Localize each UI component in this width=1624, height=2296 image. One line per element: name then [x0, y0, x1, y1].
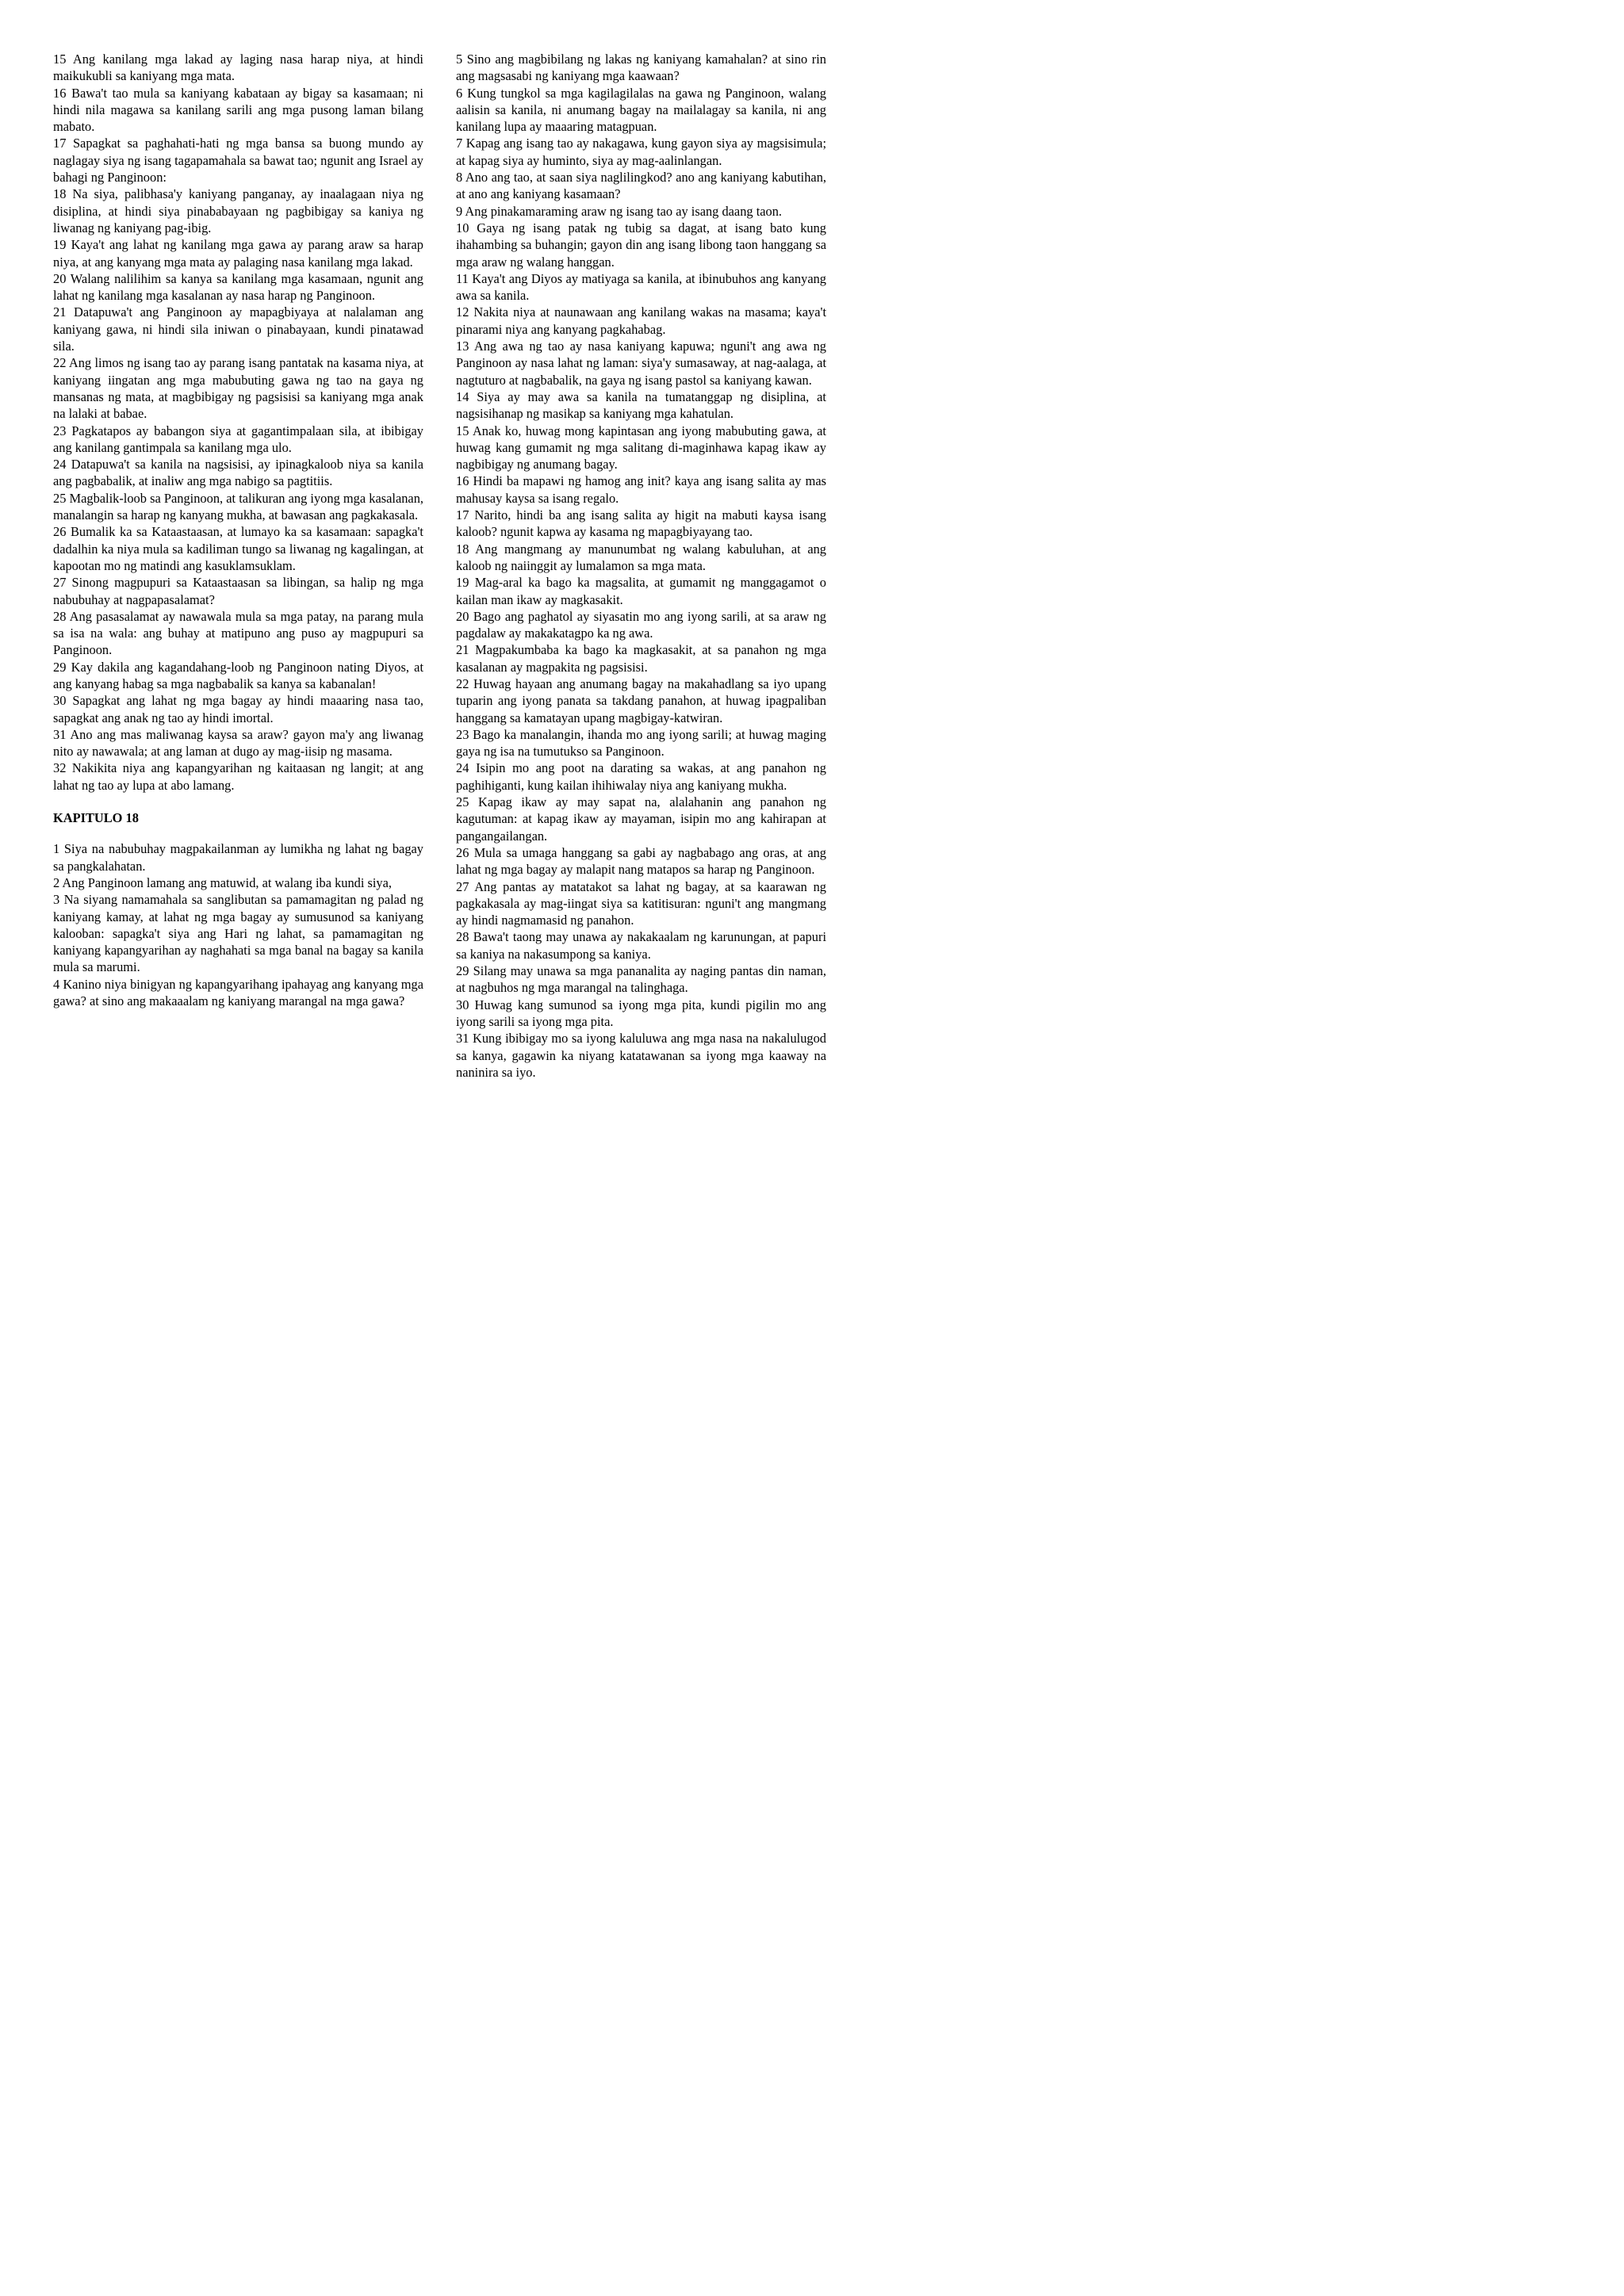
verse: 32 Nakikita niya ang kapangyarihan ng kaitaasan ng langit; at ang lahat ng tao ay lupa at abo lamang. [53, 760, 423, 793]
verse: 29 Kay dakila ang kagandahang-loob ng Panginoon nating Diyos, at ang kanyang habag sa mga nagbabalik sa kanya sa kabanalan! [53, 659, 423, 691]
verse: 6 Kung tungkol sa mga kagilagilalas na gawa ng Panginoon, walang aalisin sa kanila, ni anumang bagay na mailalagay sa kanila, ni ang kanilang lupa ay maaaring matagpuan. [456, 85, 826, 135]
verse: 28 Ang pasasalamat ay nawawala mula sa mga patay, na parang mula sa isa na wala: ang buhay at matipuno ang puso ay magpupuri sa Panginoon. [53, 608, 423, 658]
verse: 27 Ang pantas ay matatakot sa lahat ng bagay, at sa kaarawan ng pagkakasala ay mag-iingat siya sa katitisuran: nguni't ang mangmang ay hindi nagmamasid ng panahon. [456, 878, 826, 928]
verse: 31 Kung ibibigay mo sa iyong kaluluwa ang mga nasa na nakalulugod sa kanya, gagawin ka niyang katatawanan sa iyong mga kaaway na naninira sa iyo. [456, 1031, 826, 1080]
verse: 2 Ang Panginoon lamang ang matuwid, at walang iba kundi siya, [53, 874, 392, 890]
verse: 3 Na siyang namamahala sa sanglibutan sa pamamagitan ng palad ng kaniyang kamay, at lahat ng mga bagay ay sumusunod sa kaniyang kalooban: sapagka't siya ang Hari ng lahat, sa pamamagitan ng kaniyang kapangyarihan ay naghahati sa mga banal na bagay sa kanila mula sa marumi. [53, 892, 423, 975]
verse: 11 Kaya't ang Diyos ay matiyaga sa kanila, at ibinubuhos ang kanyang awa sa kanila. [456, 270, 826, 304]
verse: 29 Silang may unawa sa mga pananalita ay naging pantas din naman, at nagbuhos ng mga marangal na talinghaga. [456, 963, 826, 996]
document-page [0, 0, 872, 1234]
verse: 17 Narito, hindi ba ang isang salita ay higit na mabuti kaysa isang kaloob? ngunit kapwa ay kasama ng mapagbiyayang tao. [456, 507, 826, 540]
verse: 22 Ang limos ng isang tao ay parang isang pantatak na kasama niya, at kaniyang iingatan ang mga mabubuting gawa ng tao na gaya ng mansanas ng mata, at magbibigay ng pagsisisi sa kaniyang mga anak na lalaki at babae. [53, 355, 423, 422]
verse: 19 Kaya't ang lahat ng kanilang mga gawa ay parang araw sa harap niya, at ang kanyang mga mata ay palaging nasa kanilang mga lakad. [53, 237, 423, 270]
verse: 26 Mula sa umaga hanggang sa gabi ay nagbabago ang oras, at ang lahat ng mga bagay ay malapit nang matapos sa harap ng Panginoon. [456, 844, 826, 878]
verse: 31 Ano ang mas maliwanag kaysa sa araw? gayon ma'y ang liwanag nito ay nawawala; at ang laman at dugo ay mag-iisip ng masama. [53, 726, 423, 760]
verse: 14 Siya ay may awa sa kanila na tumatanggap ng disiplina, at nagsisihanap ng masikap sa kaniyang mga kahatulan. [456, 388, 826, 422]
verse: 20 Bago ang paghatol ay siyasatin mo ang iyong sarili, at sa araw ng pagdalaw ay makakatagpo ka ng awa. [456, 608, 826, 641]
verse: 12 Nakita niya at naunawaan ang kanilang wakas na masama; kaya't pinarami niya ang kanyang pagkahabag. [456, 304, 826, 337]
verse: 21 Datapuwa't ang Panginoon ay mapagbiyaya at nalalaman ang kaniyang gawa, ni hindi sila iniwan o pinabayaan, kundi pinatawad sila. [53, 304, 423, 354]
verse: 23 Pagkatapos ay babangon siya at gagantimpalaan sila, at ibibigay ang kanilang gantimpala sa kanilang mga ulo. [53, 423, 423, 455]
left-column [53, 51, 423, 1009]
verse: 7 Kapag ang isang tao ay nakagawa, kung gayon siya ay magsisimula; at kapag siya ay huminto, siya ay mag-aalinlangan. [456, 136, 826, 168]
verse: 17 Sapagkat sa paghahati-hati ng mga bansa sa buong mundo ay naglagay siya ng isang tagapamahala sa bawat tao; ngunit ang Israel ay bahagi ng Panginoon: [53, 136, 423, 186]
verse: 9 Ang pinakamaraming araw ng isang tao ay isang daang taon. [456, 203, 783, 219]
verse: 22 Huwag hayaan ang anumang bagay na makahadlang sa iyo upang tuparin ang iyong panata sa takdang panahon, at huwag ipagpaliban hanggang sa kamatayan upang magbigay-katwiran. [456, 675, 826, 725]
verse: 13 Ang awa ng tao ay nasa kaniyang kapuwa; nguni't ang awa ng Panginoon ay nasa lahat ng laman: siya'y sumasaway, at nag-aalaga, at nagtuturo at nagbabalik, na gaya ng isang pastol sa kaniyang kawan. [456, 339, 826, 388]
verse: 16 Bawa't tao mula sa kaniyang kabataan ay bigay sa kasamaan; ni hindi nila magawa sa kanilang sarili ang mga pusong laman bilang mabato. [53, 85, 423, 135]
verse: 19 Mag-aral ka bago ka magsalita, at gumamit ng manggagamot o kailan man ikaw ay magkasakit. [456, 575, 826, 607]
verse: 27 Sinong magpupuri sa Kataastaasan sa libingan, sa halip ng mga nabubuhay at nagpapasalamat? [53, 575, 423, 607]
verse: 24 Isipin mo ang poot na darating sa wakas, at ang panahon ng paghihiganti, kung kailan ihihiwalay niya ang kaniyang mukha. [456, 760, 826, 793]
verse: 8 Ano ang tao, at saan siya naglilingkod? ano ang kaniyang kabutihan, at ano ang kaniyang kasamaan? [456, 170, 826, 202]
verse: 23 Bago ka manalangin, ihanda mo ang iyong sarili; at huwag maging gaya ng isa na tumutukso sa Panginoon. [456, 726, 826, 760]
verse: 28 Bawa't taong may unawa ay nakakaalam ng karunungan, at papuri sa kaniya na nakasumpong sa kaniya. [456, 929, 826, 962]
verse: 25 Kapag ikaw ay may sapat na, alalahanin ang panahon ng kagutuman: at kapag ikaw ay mayaman, isipin mo ang kahirapan at pangangailangan. [456, 794, 826, 844]
verse: 24 Datapuwa't sa kanila na nagsisisi, ay ipinagkaloob niya sa kanila ang pagbabalik, at inaliw ang mga nabigo sa pagtitiis. [53, 457, 423, 489]
verse: 16 Hindi ba mapawi ng hamog ang init? kaya ang isang salita ay mas mahusay kaysa sa isang regalo. [456, 473, 826, 506]
verse: 25 Magbalik-loob sa Panginoon, at talikuran ang iyong mga kasalanan, manalangin sa harap ng kanyang mukha, at bawasan ang pagkakasala. [53, 490, 423, 523]
verse: 18 Ang mangmang ay manunumbat ng walang kabuluhan, at ang kaloob ng naiinggit ay lumalamon sa mga mata. [456, 541, 826, 573]
verse: 21 Magpakumbaba ka bago ka magkasakit, at sa panahon ng mga kasalanan ay magpakita ng pagsisisi. [456, 642, 826, 675]
verse: 15 Ang kanilang mga lakad ay laging nasa harap niya, at hindi maikukubli sa kaniyang mga mata. [53, 52, 423, 84]
verse: 10 Gaya ng isang patak ng tubig sa dagat, at isang bato kung ihahambing sa buhangin; gayon din ang isang libong taon hanggang sa mga araw ng walang hanggan. [456, 220, 826, 270]
verse: 20 Walang nalilihim sa kanya sa kanilang mga kasamaan, ngunit ang lahat ng kanilang mga kasalanan ay nasa harap ng Panginoon. [53, 270, 423, 304]
verse: 30 Sapagkat ang lahat ng mga bagay ay hindi maaaring nasa tao, sapagkat ang anak ng tao ay hindi imortal. [53, 693, 423, 725]
verse: 26 Bumalik ka sa Kataastaasan, at lumayo ka sa kasamaan: sapagka't dadalhin ka niya mula sa kadiliman tungo sa liwanag ng kagalingan, at kapootan mo ng matindi ang kasuklamsuklam. [53, 524, 423, 573]
chapter-heading: KAPITULO 18 [53, 810, 139, 826]
verse: 30 Huwag kang sumunod sa iyong mga pita, kundi pigilin mo ang iyong sarili sa iyong mga pita. [456, 997, 826, 1029]
verse: 15 Anak ko, huwag mong kapintasan ang iyong mabubuting gawa, at huwag kang gumamit ng mga salitang di-maginhawa kapag ikaw ay nagbibigay ng anumang bagay. [456, 423, 826, 473]
verse: 4 Kanino niya binigyan ng kapangyarihang ipahayag ang kanyang mga gawa? at sino ang makaaalam ng kaniyang marangal na mga gawa? [53, 976, 423, 1009]
verse: 18 Na siya, palibhasa'y kaniyang panganay, ay inaalagaan niya ng disiplina, at hindi siya pinababayaan ng pagbibigay sa kaniya ng liwanag ng kaniyang pag-ibig. [53, 186, 423, 235]
right-column [456, 51, 826, 1081]
verse: 1 Siya na nabubuhay magpakailanman ay lumikha ng lahat ng bagay sa pangkalahatan. [53, 841, 423, 874]
verse: 5 Sino ang magbibilang ng lakas ng kaniyang kamahalan? at sino rin ang magsasabi ng kaniyang mga kaawaan? [456, 52, 826, 84]
